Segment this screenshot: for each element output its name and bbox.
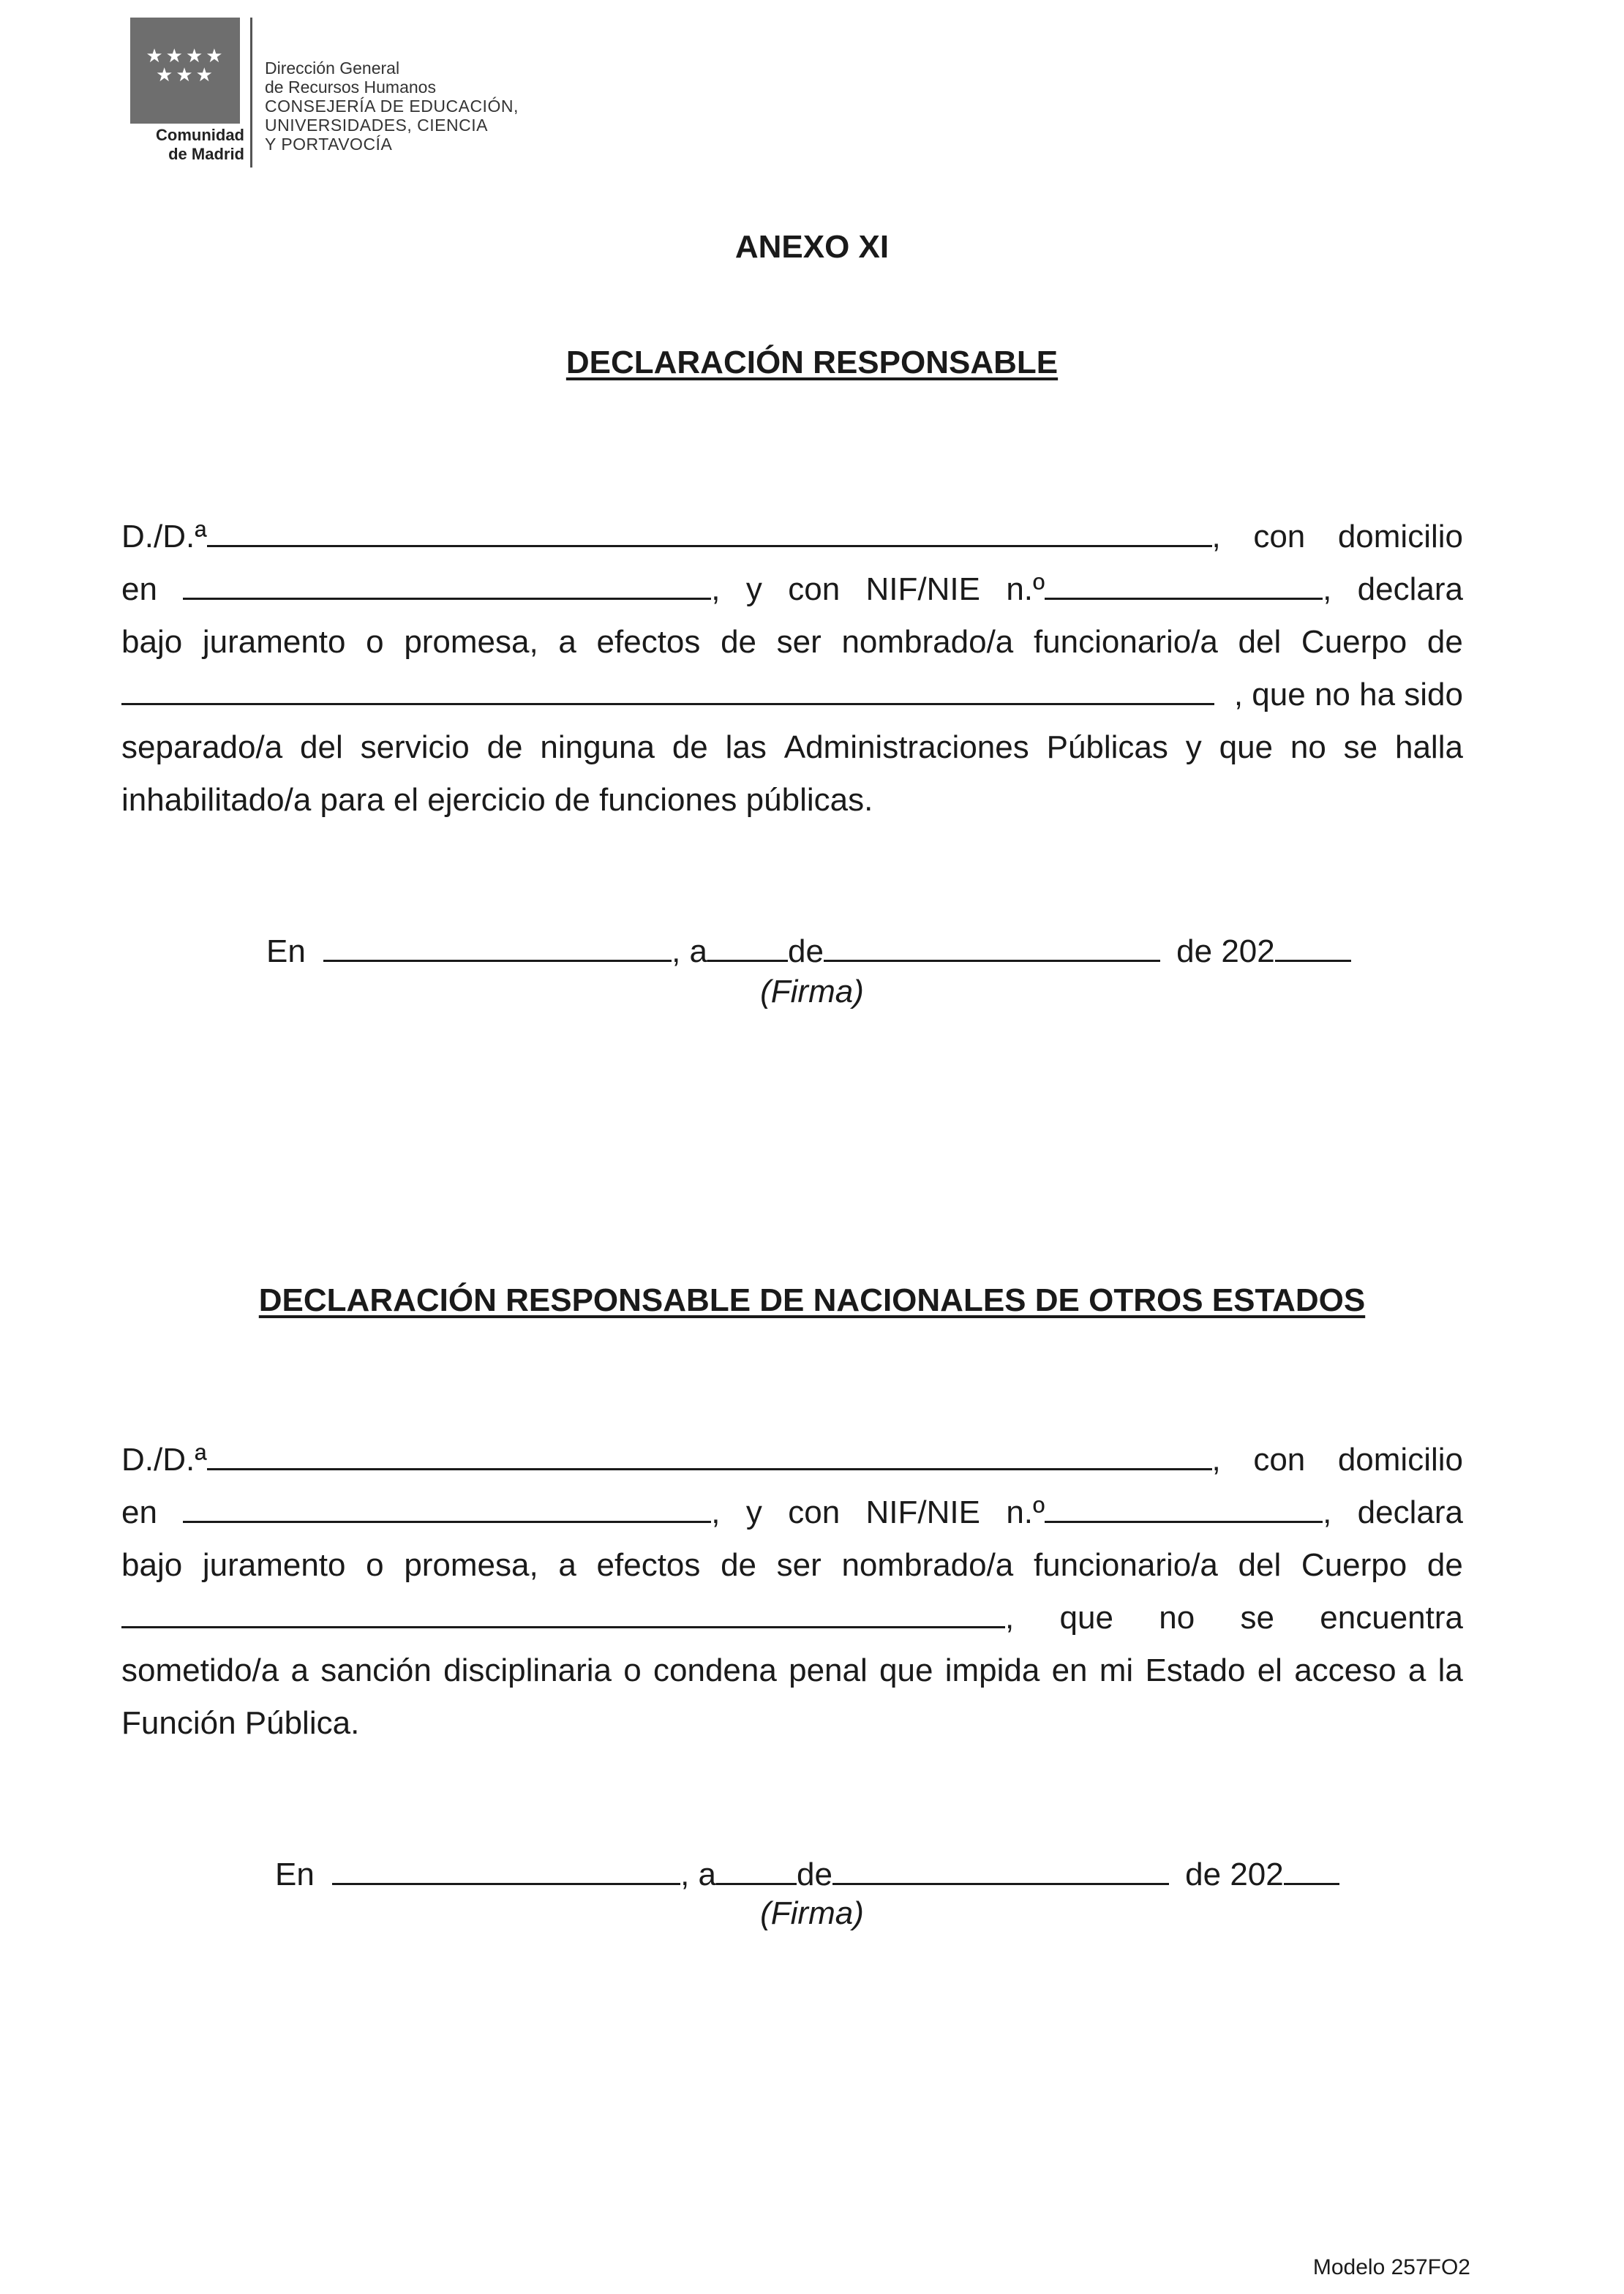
header-divider [250, 18, 252, 168]
paragraph-line: D./D.ª , con domicilio [121, 511, 1463, 563]
annex-title: ANEXO XI [734, 229, 890, 265]
stars-icon: ★★★★ ★★★ [146, 45, 226, 86]
paragraph-line: en , y con NIF/NIE n.º , declara [121, 563, 1463, 616]
day-field-blank[interactable] [707, 930, 788, 962]
paragraph-line: separado/a del servicio de ninguna de las Administraciones Públicas y que no se halla [121, 729, 1463, 765]
section2-signature-label: (Firma) [760, 1895, 864, 1931]
paragraph-line: inhabilitado/a para el ejercicio de funciones públicas. [121, 782, 873, 818]
address-field-blank[interactable] [183, 568, 711, 600]
paragraph-line: Función Pública. [121, 1705, 360, 1741]
name-field-blank[interactable] [207, 516, 1212, 547]
section1-place-date-line: En , a de de 202 [266, 930, 1351, 971]
paragraph-line: D./D.ª , con domicilio [121, 1434, 1463, 1486]
paragraph-line: , que no se encuentra [121, 1592, 1463, 1644]
paragraph-line: en , y con NIF/NIE n.º , declara [121, 1486, 1463, 1539]
section1-signature-label: (Firma) [760, 974, 864, 1009]
section1-title: DECLARACIÓN RESPONSABLE [565, 345, 1059, 380]
department-name: Dirección General de Recursos Humanos CONSEJERÍA DE EDUCACIÓN, UNIVERSIDADES, CIENCIA Y PORTAVOCÍA [265, 59, 519, 154]
nif-field-blank[interactable] [1045, 1492, 1323, 1523]
place-field-blank[interactable] [332, 1854, 680, 1885]
paragraph-line: sometido/a a sanción disciplinaria o condena penal que impida en mi Estado el acceso a la [121, 1652, 1463, 1688]
model-code: Modelo 257FO2 [1312, 2255, 1470, 2279]
nif-field-blank[interactable] [1045, 568, 1323, 600]
day-field-blank[interactable] [716, 1854, 797, 1885]
month-field-blank[interactable] [824, 930, 1160, 962]
place-field-blank[interactable] [323, 930, 672, 962]
logo-emblem [130, 18, 240, 124]
section2-paragraph [121, 1434, 1463, 1750]
year-field-blank[interactable] [1284, 1854, 1339, 1885]
name-field-blank[interactable] [207, 1439, 1212, 1470]
address-field-blank[interactable] [183, 1492, 711, 1523]
section2-place-date-line: En , a de de 202 [275, 1854, 1339, 1894]
paragraph-line: bajo juramento o promesa, a efectos de ser nombrado/a funcionario/a del Cuerpo de [121, 624, 1463, 660]
cuerpo-field-blank[interactable] [121, 674, 1214, 705]
month-field-blank[interactable] [832, 1854, 1169, 1885]
year-field-blank[interactable] [1275, 930, 1351, 962]
paragraph-line: bajo juramento o promesa, a efectos de ser nombrado/a funcionario/a del Cuerpo de [121, 1547, 1463, 1583]
section2-title: DECLARACIÓN RESPONSABLE DE NACIONALES DE OTROS ESTADOS [258, 1282, 1366, 1318]
paragraph-line: , que no ha sido [121, 669, 1463, 721]
section1-paragraph [121, 511, 1463, 827]
logo-caption: Comunidad de Madrid [156, 126, 244, 163]
cuerpo-field-blank[interactable] [121, 1597, 1005, 1628]
